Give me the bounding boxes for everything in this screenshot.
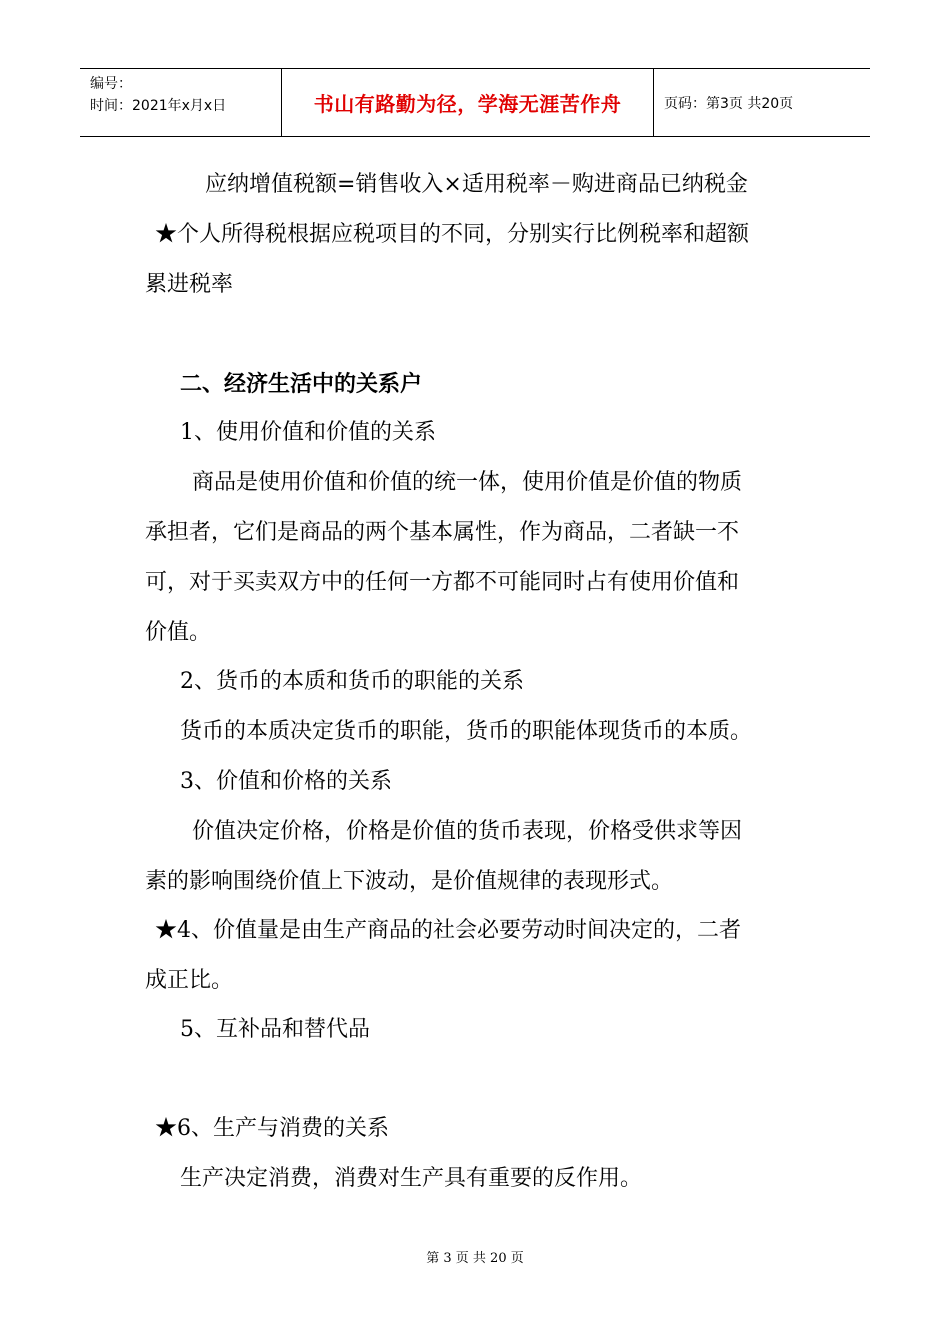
header-page-cell — [654, 69, 870, 136]
header-number-label: 编号： — [90, 76, 132, 92]
paragraph-line: 成正比。 — [145, 968, 234, 993]
page-footer: 第 3 页 共 20 页 — [426, 1251, 524, 1266]
paragraph-line: 生产决定消费，消费对生产具有重要的反作用。 — [180, 1166, 643, 1191]
subheading-3: 3、价值和价格的关系 — [180, 769, 392, 794]
page-header — [80, 68, 870, 137]
paragraph-line: 商品是使用价值和价值的统一体，使用价值是价值的物质 — [192, 470, 743, 495]
section-heading: 二、经济生活中的关系户 — [180, 371, 423, 397]
header-meta — [80, 69, 282, 136]
header-motto: 书山有路勤为径，学海无涯苦作舟 — [313, 92, 622, 116]
header-time-label: 时间：2021年x月x日 — [90, 98, 227, 114]
paragraph-line: ★个人所得税根据应税项目的不同，分别实行比例税率和超额 — [155, 222, 750, 247]
paragraph-line: 价值决定价格，价格是价值的货币表现，价格受供求等因 — [192, 819, 743, 844]
paragraph-line: 累进税率 — [145, 272, 234, 297]
paragraph-line: 素的影响围绕价值上下波动，是价值规律的表现形式。 — [145, 869, 674, 894]
paragraph-line: 承担者，它们是商品的两个基本属性，作为商品，二者缺一不 — [145, 520, 740, 545]
subheading-2: 2、货币的本质和货币的职能的关系 — [180, 669, 524, 694]
subheading-1: 1、使用价值和价值的关系 — [180, 420, 436, 445]
subheading-6: ★6、生产与消费的关系 — [155, 1116, 389, 1141]
formula-line: 应纳增值税额=销售收入×适用税率－购进商品已纳税金 — [205, 172, 748, 197]
header-motto-cell — [282, 69, 654, 136]
subheading-5: 5、互补品和替代品 — [180, 1017, 370, 1042]
subheading-4: ★4、价值量是由生产商品的社会必要劳动时间决定的，二者 — [155, 918, 741, 943]
header-page-info: 页码：第3页 共20页 — [664, 95, 794, 112]
paragraph-line: 可，对于买卖双方中的任何一方都不可能同时占有使用价值和 — [145, 570, 740, 595]
paragraph-line: 价值。 — [145, 620, 212, 645]
paragraph-line: 货币的本质决定货币的职能，货币的职能体现货币的本质。 — [180, 719, 753, 744]
